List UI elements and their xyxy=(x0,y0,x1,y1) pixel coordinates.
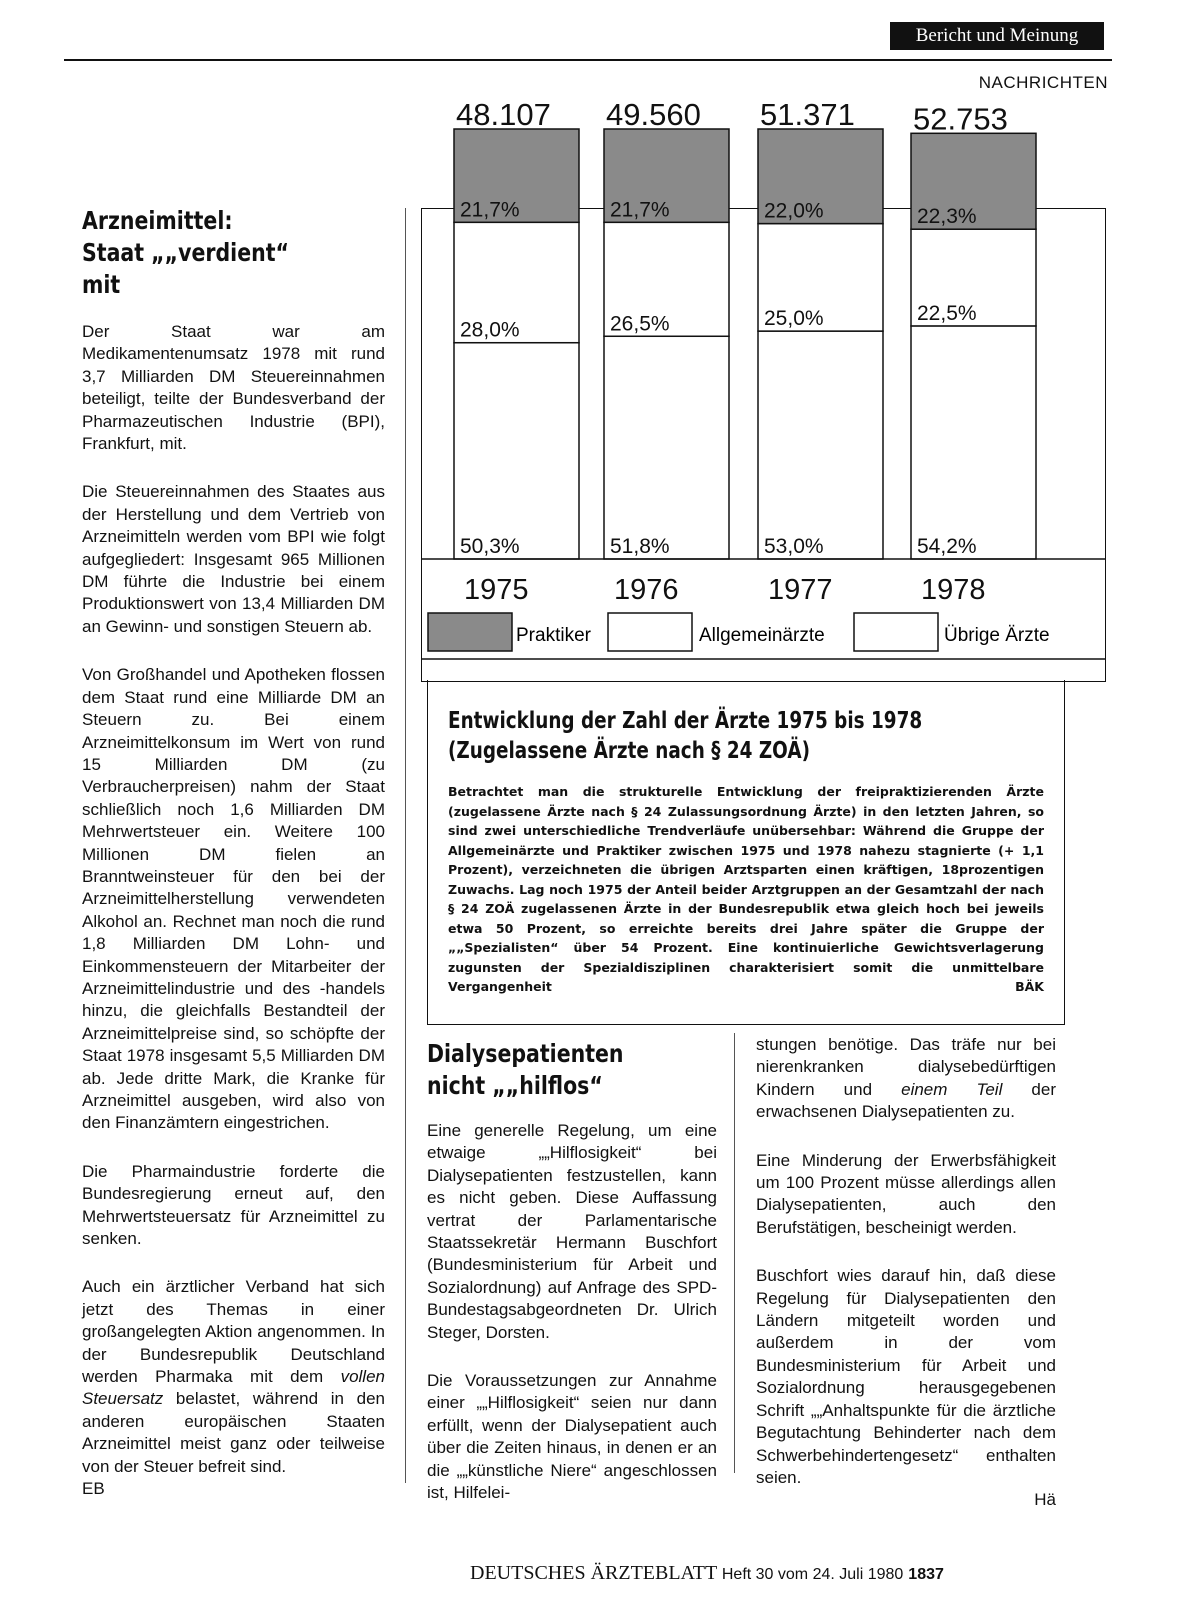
paragraph: Buschfort wies darauf hin, daß diese Regelung für Dialysepatienten den Ländern mitgeteilt worden und außerdem in der vom Bundesministerium für Arbeit und Sozialordnung herausgegebenen Schrift „„Anhaltspunkte für die ärztliche Begutachtung Behinderter nach dem Schwerbehindertengesetz“ enthalten seien. xyxy=(756,1266,1056,1487)
year-label: 1975 xyxy=(464,574,529,606)
column-divider-left xyxy=(405,208,406,1483)
segment-label: 22,0% xyxy=(764,199,824,223)
segment-label: 54,2% xyxy=(917,535,977,558)
segment-label: 21,7% xyxy=(610,198,670,222)
legend-swatch-allgemeinaerzte xyxy=(608,613,692,651)
legend-label: Allgemeinärzte xyxy=(699,625,825,646)
bar-total: 52.753 xyxy=(913,101,1008,137)
header-rule xyxy=(64,59,1112,61)
bar-total: 49.560 xyxy=(606,97,701,132)
legend-swatch-uebrige xyxy=(854,613,938,651)
segment-label: 50,3% xyxy=(460,535,520,558)
caption-title: Entwicklung der Zahl der Ärzte 1975 bis 1978 (Zugelassene Ärzte nach § 24 ZOÄ) xyxy=(448,708,923,764)
signature: Hä xyxy=(1034,1490,1056,1510)
segment-label: 21,7% xyxy=(460,198,520,222)
caption-text: Betrachtet man die strukturelle Entwicklung der freipraktizierenden Ärzte (zugelassene Ärzte nach § 24 Zulassungsordnung Ärzte) in den letzten Jahren, so sind zwei unterschiedliche Trendverläufe unübersehbar: Während die Gruppe der Allgemeinärzte und Praktiker zwischen 1975 und 1978 nahezu stagnierte (+ 1,1 Prozent), verzeichneten die übrigen Arztsparten einen kräftigen, 18prozentigen Zuwachs. Lag noch 1975 der Anteil beider Arztgruppen an der Gesamtzahl der nach § 24 ZOÄ zugelassenen Ärzte in der Bundesrepublik etwa gleich hoch bei jeweils etwa 50 Prozent, so erreichte bereits drei Jahre später die Gruppe der „„Spezialisten“ über 54 Prozent. Eine kontinuierliche Gewichtsverlagerung zugunsten der Spezialdisziplinen charakterisiert somit die unmittelbare Vergangenheit BÄK xyxy=(448,782,1044,997)
bar-segment-übrige-ärzte xyxy=(604,336,729,559)
article-dialyse-col2 xyxy=(756,1034,1056,1512)
paragraph: Der Staat war am Medikamentenumsatz 1978 mit rund 3,7 Milliarden DM Steuereinnahmen beteiligt, teilte der Bundesverband der Pharmazeutischen Industrie (BPI), Frankfurt, mit. xyxy=(82,322,385,454)
emphasis: einem Teil xyxy=(901,1079,1003,1099)
segment-label: 53,0% xyxy=(764,535,824,558)
page-footer xyxy=(470,1562,1110,1585)
article-title: Dialysepatienten nicht „„hilflos“ xyxy=(427,1039,624,1100)
journal-name: DEUTSCHES ÄRZTEBLATT xyxy=(470,1562,717,1584)
paragraph: Die Steuereinnahmen des Staates aus der Herstellung und dem Vertrieb von Arzneimitteln werden vom BPI wie folgt aufgegliedert: Insgesamt 965 Millionen DM führte die Industrie bei einem Produktionswert von 13,4 Milliarden DM an Gewinn- und sonstigen Steuern ab. xyxy=(82,482,385,636)
bar-total: 48.107 xyxy=(456,97,551,132)
segment-label: 51,8% xyxy=(610,535,670,558)
bar-total: 51.371 xyxy=(760,97,855,132)
segment-label: 28,0% xyxy=(460,318,520,342)
rubric-label: Bericht und Meinung xyxy=(890,22,1104,50)
caption-source: BÄK xyxy=(1015,979,1044,994)
column-divider-right xyxy=(734,1033,735,1473)
paragraph: stungen benötige. Das träfe nur bei nierenkranken dialysebedürftigen Kindern und einem Teil der erwachsenen Dialysepatienten zu. xyxy=(756,1035,1056,1122)
paragraph: Eine generelle Regelung, um eine etwaige „„Hilflosigkeit“ bei Dialysepatienten festzustellen, kann es nicht geben. Diese Auffassung vertrat der Parlamentarische Staatssekretär Hermann Buschfort (Bundesministerium für Arbeit und Sozialordnung) auf Anfrage des SPD-Bundestagsabgeordneten Dr. Ulrich Steger, Dorsten. xyxy=(427,1121,717,1342)
title-line-2: Staat „„verdient“ mit xyxy=(82,238,289,299)
chart-caption xyxy=(427,680,1065,1025)
chart-svg xyxy=(422,97,1105,681)
emphasis: vollen Steuersatz xyxy=(82,1367,385,1409)
title-line-1: Arzneimittel: xyxy=(82,206,233,235)
article-arzneimittel xyxy=(82,205,385,1501)
year-label: 1977 xyxy=(768,574,833,606)
bar-segment-übrige-ärzte xyxy=(911,326,1036,559)
issue-info: Heft 30 vom 24. Juli 1980 xyxy=(721,1566,904,1583)
bar-segment-übrige-ärzte xyxy=(758,331,883,559)
segment-label: 26,5% xyxy=(610,312,670,336)
legend-swatch-praktiker xyxy=(428,613,512,651)
paragraph: Die Pharmaindustrie forderte die Bundesregierung erneut auf, den Mehrwertsteuersatz für Arzneimittel zu senken. xyxy=(82,1161,385,1249)
year-label: 1978 xyxy=(921,574,986,606)
paragraph: Eine Minderung der Erwerbsfähigkeit um 100 Prozent müsse allerdings allen Dialysepatienten, auch den Berufstätigen, bescheinigt werden. xyxy=(756,1150,1056,1237)
segment-label: 25,0% xyxy=(764,307,824,331)
section-label: NACHRICHTEN xyxy=(978,73,1108,92)
segment-label: 22,3% xyxy=(917,205,977,229)
article-dialyse xyxy=(427,1038,717,1531)
bar-segment-übrige-ärzte xyxy=(454,343,579,559)
signature: EB xyxy=(82,1479,105,1499)
article-title xyxy=(82,205,330,301)
physicians-chart xyxy=(421,97,1106,682)
legend-label: Übrige Ärzte xyxy=(944,625,1050,646)
year-label: 1976 xyxy=(614,574,679,606)
paragraph: Auch ein ärztlicher Verband hat sich jetzt des Themas in einer großangelegten Aktion angenommen. In der Bundesrepublik Deutschland werden Pharmaka mit dem vollen Steuersatz belastet, während in den anderen europäischen Staaten Arzneimittel meist ganz oder teilweise von der Steuer befreit sind. xyxy=(82,1277,385,1476)
paragraph: Die Voraussetzungen zur Annahme einer „„Hilflosigkeit“ seien nur dann erfüllt, wenn der Dialysepatient auch über die Zeiten hinaus, in denen er an die „„künstliche Niere“ angeschlossen ist, Hilfelei- xyxy=(427,1371,717,1503)
segment-label: 22,5% xyxy=(917,301,977,325)
page-number: 1837 xyxy=(908,1566,944,1583)
legend-label: Praktiker xyxy=(516,625,591,646)
paragraph: Von Großhandel und Apotheken flossen dem Staat rund eine Milliarde DM an Steuern zu. Bei einem Arzneimittelkonsum im Wert von rund 15 Milliarden DM (zu Verbraucherpreisen) nahm der Staat schließlich noch 1,6 Milliarden DM Mehrwertsteuer ein. Weitere 100 Millionen DM fielen an Branntweinsteuer für den bei der Arzneimittelherstellung verwendeten Alkohol an. Rechnet man noch die rund 1,8 Milliarden DM Lohn- und Einkommensteuern der Mitarbeiter der Arzneimittelindustrie und des -handels hinzu, die gleichfalls Bestandteil der Arzneimittelpreise sind, so schöpfte der Staat 1978 insgesamt 5,5 Milliarden DM ab. Jede dritte Mark, die Kranke für Arzneimittel ausgeben, wird also von den Finanzämtern eingestrichen. xyxy=(82,665,385,1133)
